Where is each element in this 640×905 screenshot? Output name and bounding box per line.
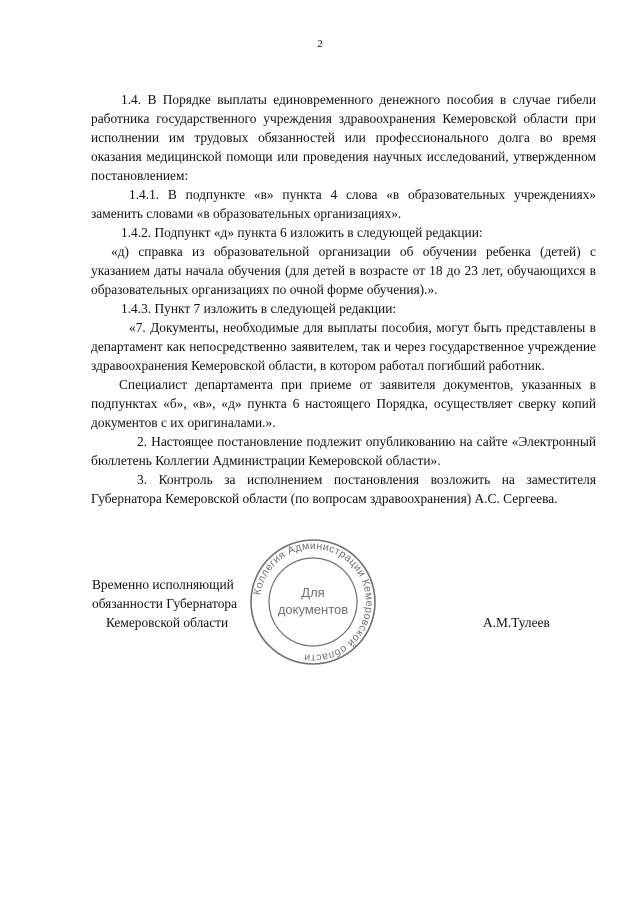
paragraph-2-publication: 2. Настоящее постановление подлежит опубликованию на сайте «Электронный бюллетень Коллегии Администрации Кемеровской области». — [91, 434, 596, 468]
signatory-name: А.М.Тулеев — [483, 615, 550, 630]
paragraph-3-control: 3. Контроль за исполнением постановления возложить на заместителя Губернатора Кемеровской области (по вопросам здравоохранения) А.С. Сергеева. — [91, 472, 596, 506]
position-line-2: обязанности Губернатора — [92, 596, 238, 611]
paragraph-1-4-2: 1.4.2. Подпункт «д» пункта 6 изложить в следующей редакции: — [121, 225, 483, 240]
stamp-center-line-1: Для — [301, 585, 325, 600]
paragraph-1-4: 1.4. В Порядке выплаты единовременного денежного пособия в случае гибели работника государственного учреждения здравоохранения Кемеровской области при исполнении им трудовых обязанностей или профессионального долга во время оказания медицинской помощи или проведения научных исследований, утвержденном постановлением: — [91, 92, 596, 183]
paragraph-1-4-3: 1.4.3. Пункт 7 изложить в следующей редакции: — [121, 301, 397, 316]
page-number: 2 — [317, 38, 323, 50]
official-stamp — [248, 537, 378, 667]
stamp-center-line-2: документов — [277, 602, 349, 617]
stamp-ring-text: Коллегия Администрации Кемеровской области — [251, 539, 376, 665]
position-line-3: Кемеровской области — [106, 615, 229, 630]
paragraph-specialist: Специалист департамента при приеме от заявителя документов, указанных в подпунктах «б», «в», «д» пункта 6 настоящего Порядка, осуществляет сверку копий документов с их оригиналами.». — [91, 377, 596, 430]
paragraph-item-7: «7. Документы, необходимые для выплаты пособия, могут быть представлены в департамент как непосредственно заявителем, так и через государственное учреждение здравоохранения Кемеровской области, в котором работал погибший работник. — [91, 320, 596, 373]
position-line-1: Временно исполняющий — [92, 577, 234, 592]
paragraph-subitem-d: «д) справка из образовательной организации об обучении ребенка (детей) с указанием даты начала обучения (для детей в возрасте от 18 до 23 лет, обучающихся в образовательных организациях по очной форме обучения).». — [91, 244, 596, 297]
document-body — [91, 90, 596, 508]
paragraph-1-4-1: 1.4.1. В подпункте «в» пункта 4 слова «в образовательных учреждениях» заменить словами «в образовательных организациях». — [91, 187, 596, 221]
